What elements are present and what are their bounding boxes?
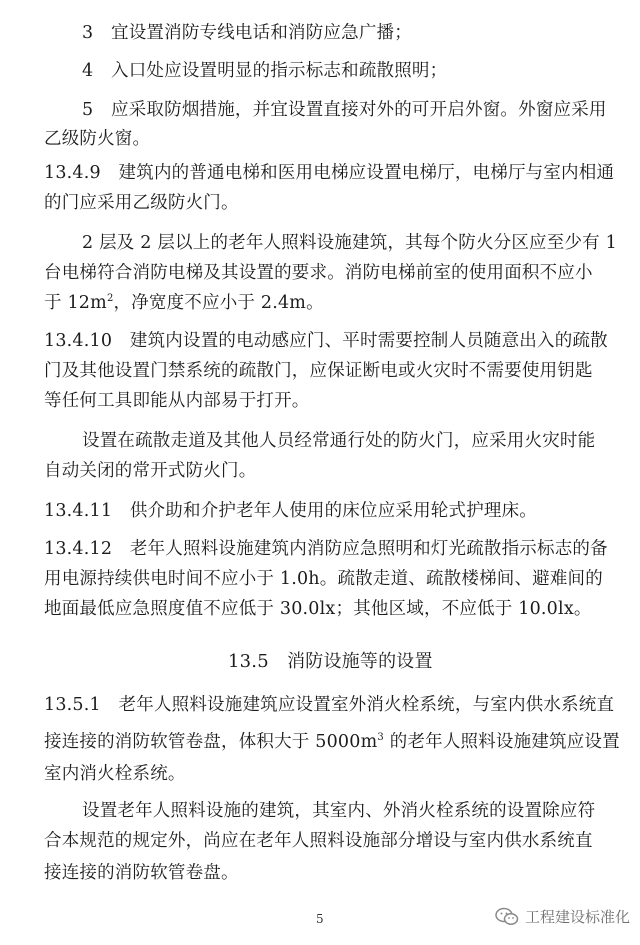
- paragraph-fire-door: 设置在疏散走道及其他人员经常通行处的防火门，应采用火灾时能: [82, 431, 596, 451]
- clause-13-4-12-cont2: 地面最低应急照度值不应低于 30.0lx；其他区域，不应低于 10.0lx。: [44, 599, 592, 619]
- wechat-icon: [495, 907, 519, 927]
- paragraph-elevator: 2 层及 2 层以上的老年人照料设施建筑，其每个防火分区应至少有 1: [82, 233, 617, 253]
- list-item-5: 5 应采取防烟措施，并宜设置直接对外的可开启外窗。外窗应采用: [82, 100, 607, 120]
- superscript: 2: [106, 293, 114, 305]
- text-fragment: 的老年人照料设施建筑应设置: [383, 732, 620, 752]
- clause-13-5-1-cont1: [44, 731, 620, 753]
- list-item-4: 4 入口处应设置明显的指示标志和疏散照明；: [82, 61, 448, 81]
- text-fragment: 接连接的消防软管卷盘，体积大于 5000m: [44, 732, 378, 752]
- paragraph-hydrant-cont2: 接连接的消防软管卷盘。: [44, 863, 239, 883]
- paragraph-hydrant: 设置老年人照料设施的建筑，其室内、外消火栓系统的设置除应符: [82, 801, 596, 821]
- clause-13-4-9-cont: 的门应采用乙级防火门。: [44, 193, 239, 213]
- paragraph-elevator-cont2: [44, 292, 324, 314]
- watermark-text: 工程建设标准化: [524, 908, 630, 926]
- clause-13-4-10-cont1: 门及其他设置门禁系统的疏散门，应保证断电或火灾时不需要使用钥匙: [44, 361, 593, 381]
- paragraph-elevator-cont1: 台电梯符合消防电梯及其设置的要求。消防电梯前室的使用面积不应小: [44, 263, 593, 283]
- text-fragment: ，净宽度不应小于 2.4m。: [113, 293, 324, 313]
- superscript: 3: [377, 732, 384, 744]
- clause-13-4-10-cont2: 等任何工具即能从内部易于打开。: [44, 391, 310, 411]
- paragraph-hydrant-cont1: 合本规范的规定外，尚应在老年人照料设施部分增设与室内供水系统直: [44, 831, 593, 851]
- clause-13-4-11: 13.4.11 供介助和介护老年人使用的床位应采用轮式护理床。: [44, 501, 537, 521]
- clause-13-5-1: 13.5.1 老年人照料设施建筑应设置室外消火栓系统，与室内供水系统直: [44, 695, 615, 715]
- page-number: 5: [316, 912, 324, 926]
- clause-13-4-9: 13.4.9 建筑内的普通电梯和医用电梯应设置电梯厅，电梯厅与室内相通: [44, 163, 615, 183]
- list-item-5-cont: 乙级防火窗。: [44, 129, 151, 149]
- clause-13-5-1-cont2: 室内消火栓系统。: [44, 764, 186, 784]
- list-item-3: 3 宜设置消防专线电话和消防应急广播；: [82, 23, 412, 43]
- watermark: [495, 906, 630, 927]
- paragraph-fire-door-cont: 自动关闭的常开式防火门。: [44, 461, 257, 481]
- clause-13-4-10: 13.4.10 建筑内设置的电动感应门、平时需要控制人员随意出入的疏散: [44, 331, 608, 351]
- clause-13-4-12-cont1: 用电源持续供电时间不应小于 1.0h。疏散走道、疏散楼梯间、避难间的: [44, 569, 603, 589]
- clause-13-4-12: 13.4.12 老年人照料设施建筑内消防应急照明和灯光疏散指示标志的备: [44, 539, 608, 559]
- text-fragment: 于 12m: [44, 293, 107, 313]
- section-heading: 13.5 消防设施等的设置: [228, 651, 433, 672]
